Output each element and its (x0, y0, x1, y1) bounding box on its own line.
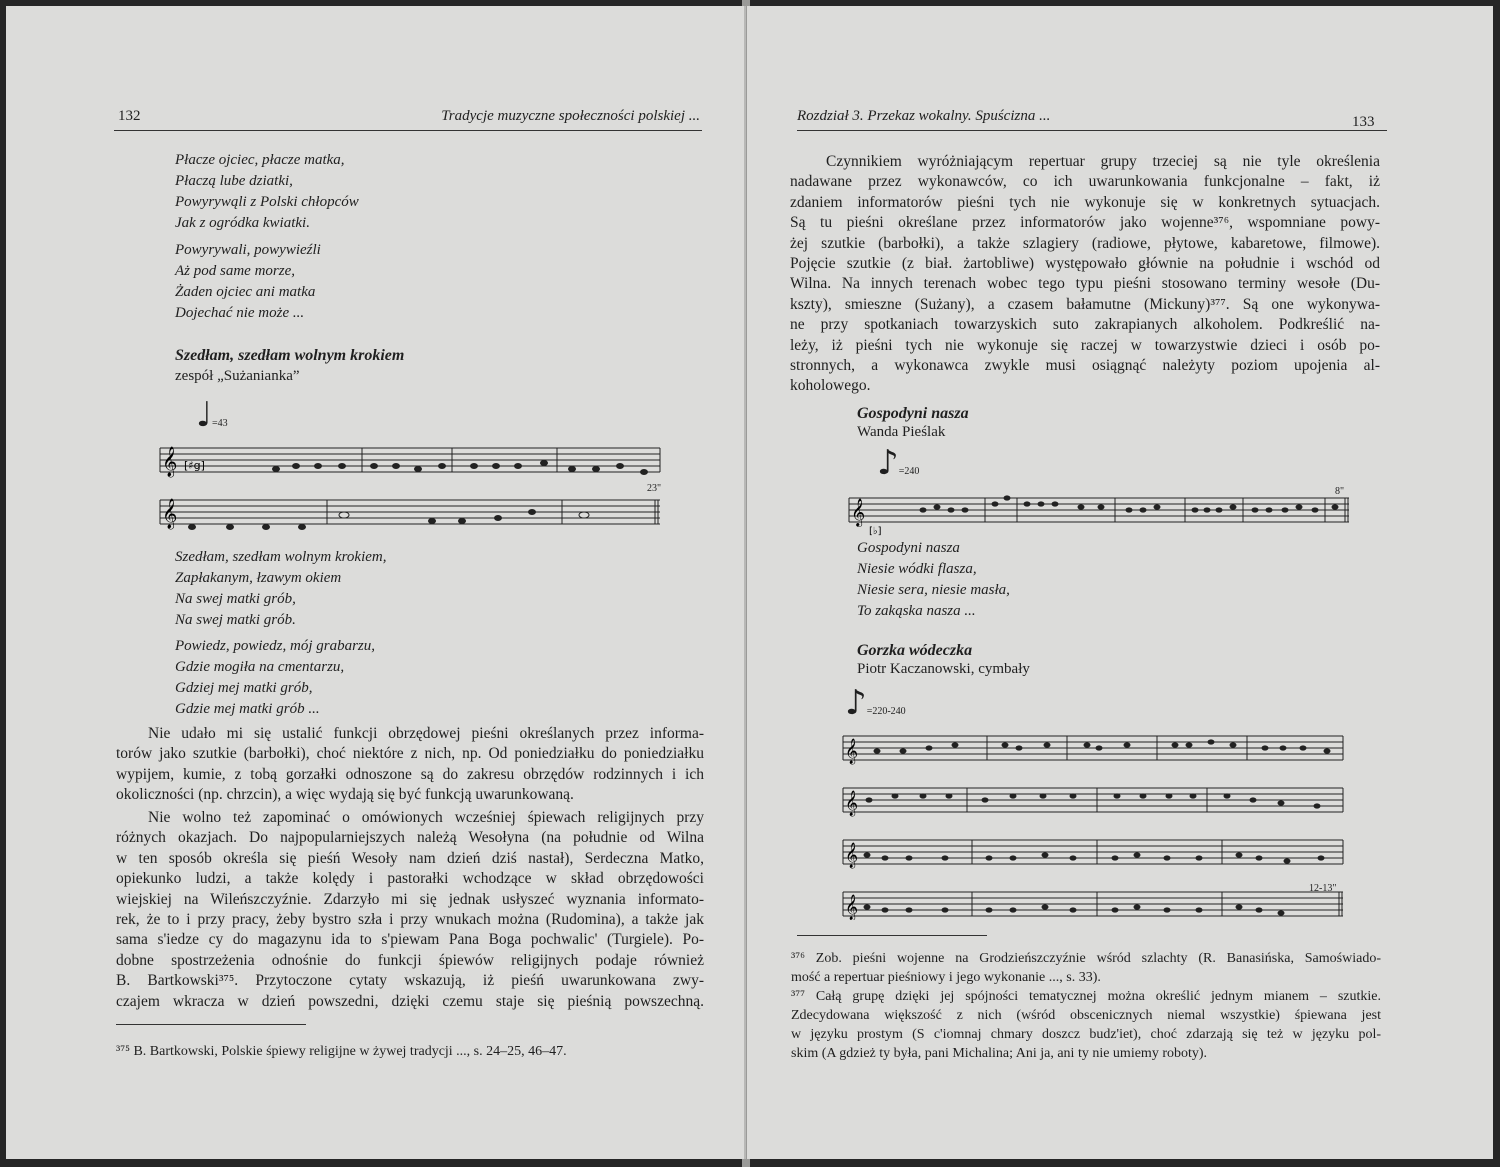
song-lyrics: Gospodyni nasza Niesie wódki flasza, Niesie sera, niesie masła, To zakąska nasza ... (857, 540, 1010, 619)
svg-text:𝄞: 𝄞 (845, 895, 859, 920)
footnote-rule (116, 1024, 306, 1025)
body-paragraph: Czynnikiem wyróżniającym repertuar grupy trzeciej są nie tyle określenia nadawane przez wykonawców, co ich uwarunkowania funkcjonalne – fakt, iż zdaniem informatorów pieśni tych nie wykonuje się w konkretnych sytuacjach. Są tu pieśni określane przez informatorów jako wojenne³⁷⁶, wspomniane powy- żej szutkie (barbołki), a także szlagiery (radiowe, płytowe, kabaretowe, filmowe). Pojęcie szutkie (z biał. żartobliwe) występowało głównie na południe i wschód od Wilna. Na innych terenach wobec tego typu pieśni stosowano terminy wesołe (Du- kszty), smieszne (Sużany), a czasem bałamutne (Mickuny)³⁷⁷. Są one wykonywa- ne przy spotkaniach towarzyskich suto zakrapianych alkoholem. Podkreślić na- leży, iż pieśni tych nie wykonuje się raczej w towarzystwie dzieci i osób po- stronnych, a wykonawca zwykle musi osiągnąć należyty poziom upojenia al- koholowego. (790, 153, 1380, 395)
svg-text:𝄞: 𝄞 (162, 499, 178, 529)
running-header: Tradycje muzyczne społeczności polskiej ... (441, 108, 700, 124)
duration-label: 12-13" (1309, 883, 1337, 894)
tempo-marking: ♪=220-240 (845, 683, 906, 723)
svg-text:𝄞: 𝄞 (162, 447, 178, 477)
left-page (6, 6, 746, 1159)
tempo-marking: ♩=43 (196, 395, 228, 435)
song-stanza: Szedłam, szedłam wolnym krokiem, Zapłakanym, łzawym okiem Na swej matki grób, Na swej matki grób. (175, 549, 387, 628)
running-header: Rozdział 3. Przekaz wokalny. Spuścizna ... (797, 108, 1051, 124)
header-rule (114, 130, 702, 131)
svg-text:𝄞: 𝄞 (845, 791, 859, 816)
music-staff (152, 490, 662, 540)
page-number: 132 (118, 108, 141, 124)
song-performer: zespół „Sużanianka” (175, 368, 300, 384)
music-score (837, 730, 1347, 920)
song-title: Szedłam, szedłam wolnym krokiem (175, 347, 405, 364)
song-title: Gorzka wódeczka (857, 642, 973, 659)
duration-label: 8" (1335, 486, 1345, 497)
page-number: 133 (1352, 114, 1375, 130)
quarter-note-icon: ♩ (196, 395, 213, 435)
eighth-note-icon: ♪ (845, 683, 867, 723)
right-page (747, 6, 1493, 1159)
poem-stanza: Powyrywali, powywieźli Aż pod same morze, Żaden ojciec ani matka Dojechać nie może ... (175, 242, 321, 321)
header-rule (797, 130, 1387, 131)
svg-text:[♯g]: [♯g] (184, 459, 205, 472)
music-staff (845, 490, 1353, 536)
song-performer: Piotr Kaczanowski, cymbały (857, 661, 1030, 677)
svg-text:𝄞: 𝄞 (845, 843, 859, 868)
body-paragraph: Nie wolno też zapominać o omówionych wcześniej śpiewach religijnych przy różnych okazjach. Do najpopularniejszych należą Wesołyna (na południe od Wilna w ten sposób określa się pieśń Wesoły nam dzień dziś nastał), Serdeczna Matko, opiekunko ludzi, a także kolędy i pastorałki wchodzące w skład obrzędowości wiejskiej na Wileńszczyźnie. Zdarzyło mi się jednak usłyszeć wyznania informato- rek, że to i przy pracy, żeby bystro szła i przy wnukach można (Rudomina), a także jak sama s'iedze cy do magazynu ida to s'piewam Pana Boga pochwalic' (Turgiele). Po- dobne spostrzeżenia odnośnie do funkcji śpiewów religijnych podaje również B. Bartkowski³⁷⁵. Przytoczone cytaty wskazują, iż pieśń uwarunkowana zwy- czajem wkracza w dzień powszedni, dzięki czemu staje się pieśnią powszechną. (116, 809, 704, 1010)
body-paragraph: Nie udało mi się ustalić funkcji obrzędowej pieśni określanych przez informa- torów jako szutkie (barbołki), choć niektóre z nich, np. Od poniedziałku do poniedziałku wypijem, kumie, z tobą gorzałki odnoszone są do zakresu obrzędów rodzinnych i ich okoliczności (np. chrzcin), a więc wydają się być funkcją uwarunkowaną. (116, 725, 704, 804)
music-staff (152, 438, 662, 488)
song-performer: Wanda Pieślak (857, 424, 946, 440)
song-title: Gospodyni nasza (857, 405, 969, 422)
footnote: ³⁷⁵ B. Bartkowski, Polskie śpiewy religijne w żywej tradycji ..., s. 24–25, 46–47. (116, 1044, 567, 1059)
footnotes: ³⁷⁶ Zob. pieśni wojenne na Grodzieńszczyźnie wśród szlachty (R. Banasińska, Samoświado- mość a repertuar pieśniowy i jego wykonanie ..., s. 33). ³⁷⁷ Całą grupę dzięki jej spójności tematycznej można określić jednym mianem – szutkie. Zdecydowana większość z nich (wśród obscenicznych niemal wszystkie) śpiewana jest w języku prostym (S c'iomnaj chmary doszcz budz'iet), choć zdarzają się też w języku pol- skim (A gdzież ty była, pani Michalina; Ani ja, ani ty nie umiemy roboty). (791, 951, 1381, 1061)
svg-text:[♭]: [♭] (869, 526, 882, 536)
eighth-note-icon: ♪ (877, 443, 899, 483)
footnote-rule (797, 935, 987, 936)
song-stanza: Powiedz, powiedz, mój grabarzu, Gdzie mogiła na cmentarzu, Gdziej mej matki grób, Gdzie mej matki grób ... (175, 638, 376, 717)
poem-stanza: Płacze ojciec, płacze matka, Płaczą lube dziatki, Powyrywąli z Polski chłopców Jak z ogródka kwiatki. (175, 152, 359, 231)
svg-text:𝄞: 𝄞 (845, 739, 859, 764)
tempo-marking: ♪=240 (877, 443, 920, 483)
svg-text:𝄞: 𝄞 (851, 498, 866, 526)
duration-label: 23" (647, 483, 662, 494)
